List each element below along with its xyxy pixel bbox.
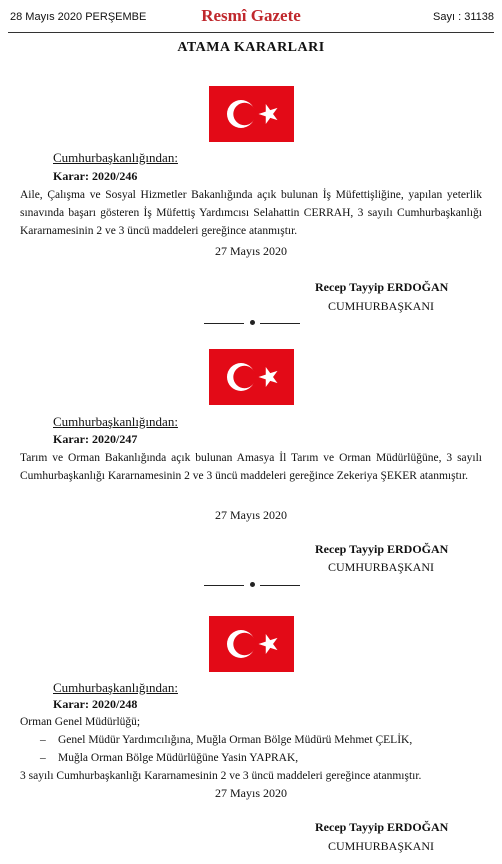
signatory-title: CUMHURBAŞKANI — [328, 299, 435, 313]
gazette-title: Resmî Gazete — [201, 6, 301, 25]
decision-text: Tarım ve Orman Bakanlığında açık bulunan Amasya İl Tarım ve Orman Müdürlüğüne, 3 sayılı Cumhurbaşkanlığı Kararnamesinin 2 ve 3 üncü maddeleri gereğince Zekeriya ŞEKER atanmıştır. — [20, 452, 482, 482]
section-heading: Cumhurbaşkanlığından: — [53, 414, 178, 429]
gazette-header — [0, 0, 502, 34]
issue-number: Sayı : 31138 — [433, 11, 494, 23]
decision-date: 27 Mayıs 2020 — [215, 508, 287, 522]
decision-number: Karar: 2020/247 — [53, 432, 138, 446]
list-closing: 3 sayılı Cumhurbaşkanlığı Kararnamesinin 2 ve 3 üncü maddeleri gereğince atanmıştır. — [20, 770, 422, 782]
decision-date: 27 Mayıs 2020 — [215, 244, 287, 258]
signatory-name: Recep Tayyip ERDOĞAN — [315, 820, 449, 834]
decision-number: Karar: 2020/246 — [53, 169, 138, 183]
section-heading: Cumhurbaşkanlığından: — [53, 680, 178, 695]
signatory-name: Recep Tayyip ERDOĞAN — [315, 280, 449, 294]
turkish-flag-icon — [209, 349, 294, 405]
decision-text: Aile, Çalışma ve Sosyal Hizmetler Bakanlığında açık bulunan İş Müfettişliğine, yapılan yeterlik sınavında başarı gösteren İş Müfettiş Yardımcısı Selahattin CERRAH, 3 sayılı Cumhurbaşkanlığı Kararnamesinin 2 ve 3 üncü maddeleri gereğince atanmıştır. — [20, 189, 482, 237]
turkish-flag-icon — [209, 616, 294, 672]
decision-date: 27 Mayıs 2020 — [215, 786, 287, 800]
section-separator — [204, 580, 300, 590]
decision-number: Karar: 2020/248 — [53, 697, 138, 711]
signatory-title: CUMHURBAŞKANI — [328, 560, 435, 574]
signatory-name: Recep Tayyip ERDOĞAN — [315, 542, 449, 556]
list-item: – Muğla Orman Bölge Müdürlüğüne Yasin YAPRAK, — [40, 752, 299, 764]
section-separator — [204, 318, 300, 328]
list-item: – Genel Müdür Yardımcılığına, Muğla Orman Bölge Müdürü Mehmet ÇELİK, — [40, 734, 413, 746]
turkish-flag-icon — [209, 86, 294, 142]
page-title: ATAMA KARARLARI — [177, 40, 325, 55]
signatory-title: CUMHURBAŞKANI — [328, 839, 435, 853]
list-intro: Orman Genel Müdürlüğü; — [20, 716, 141, 728]
issue-date: 28 Mayıs 2020 PERŞEMBE — [10, 11, 147, 23]
header-divider — [8, 32, 494, 33]
section-heading: Cumhurbaşkanlığından: — [53, 150, 178, 165]
decision-text — [20, 713, 490, 785]
